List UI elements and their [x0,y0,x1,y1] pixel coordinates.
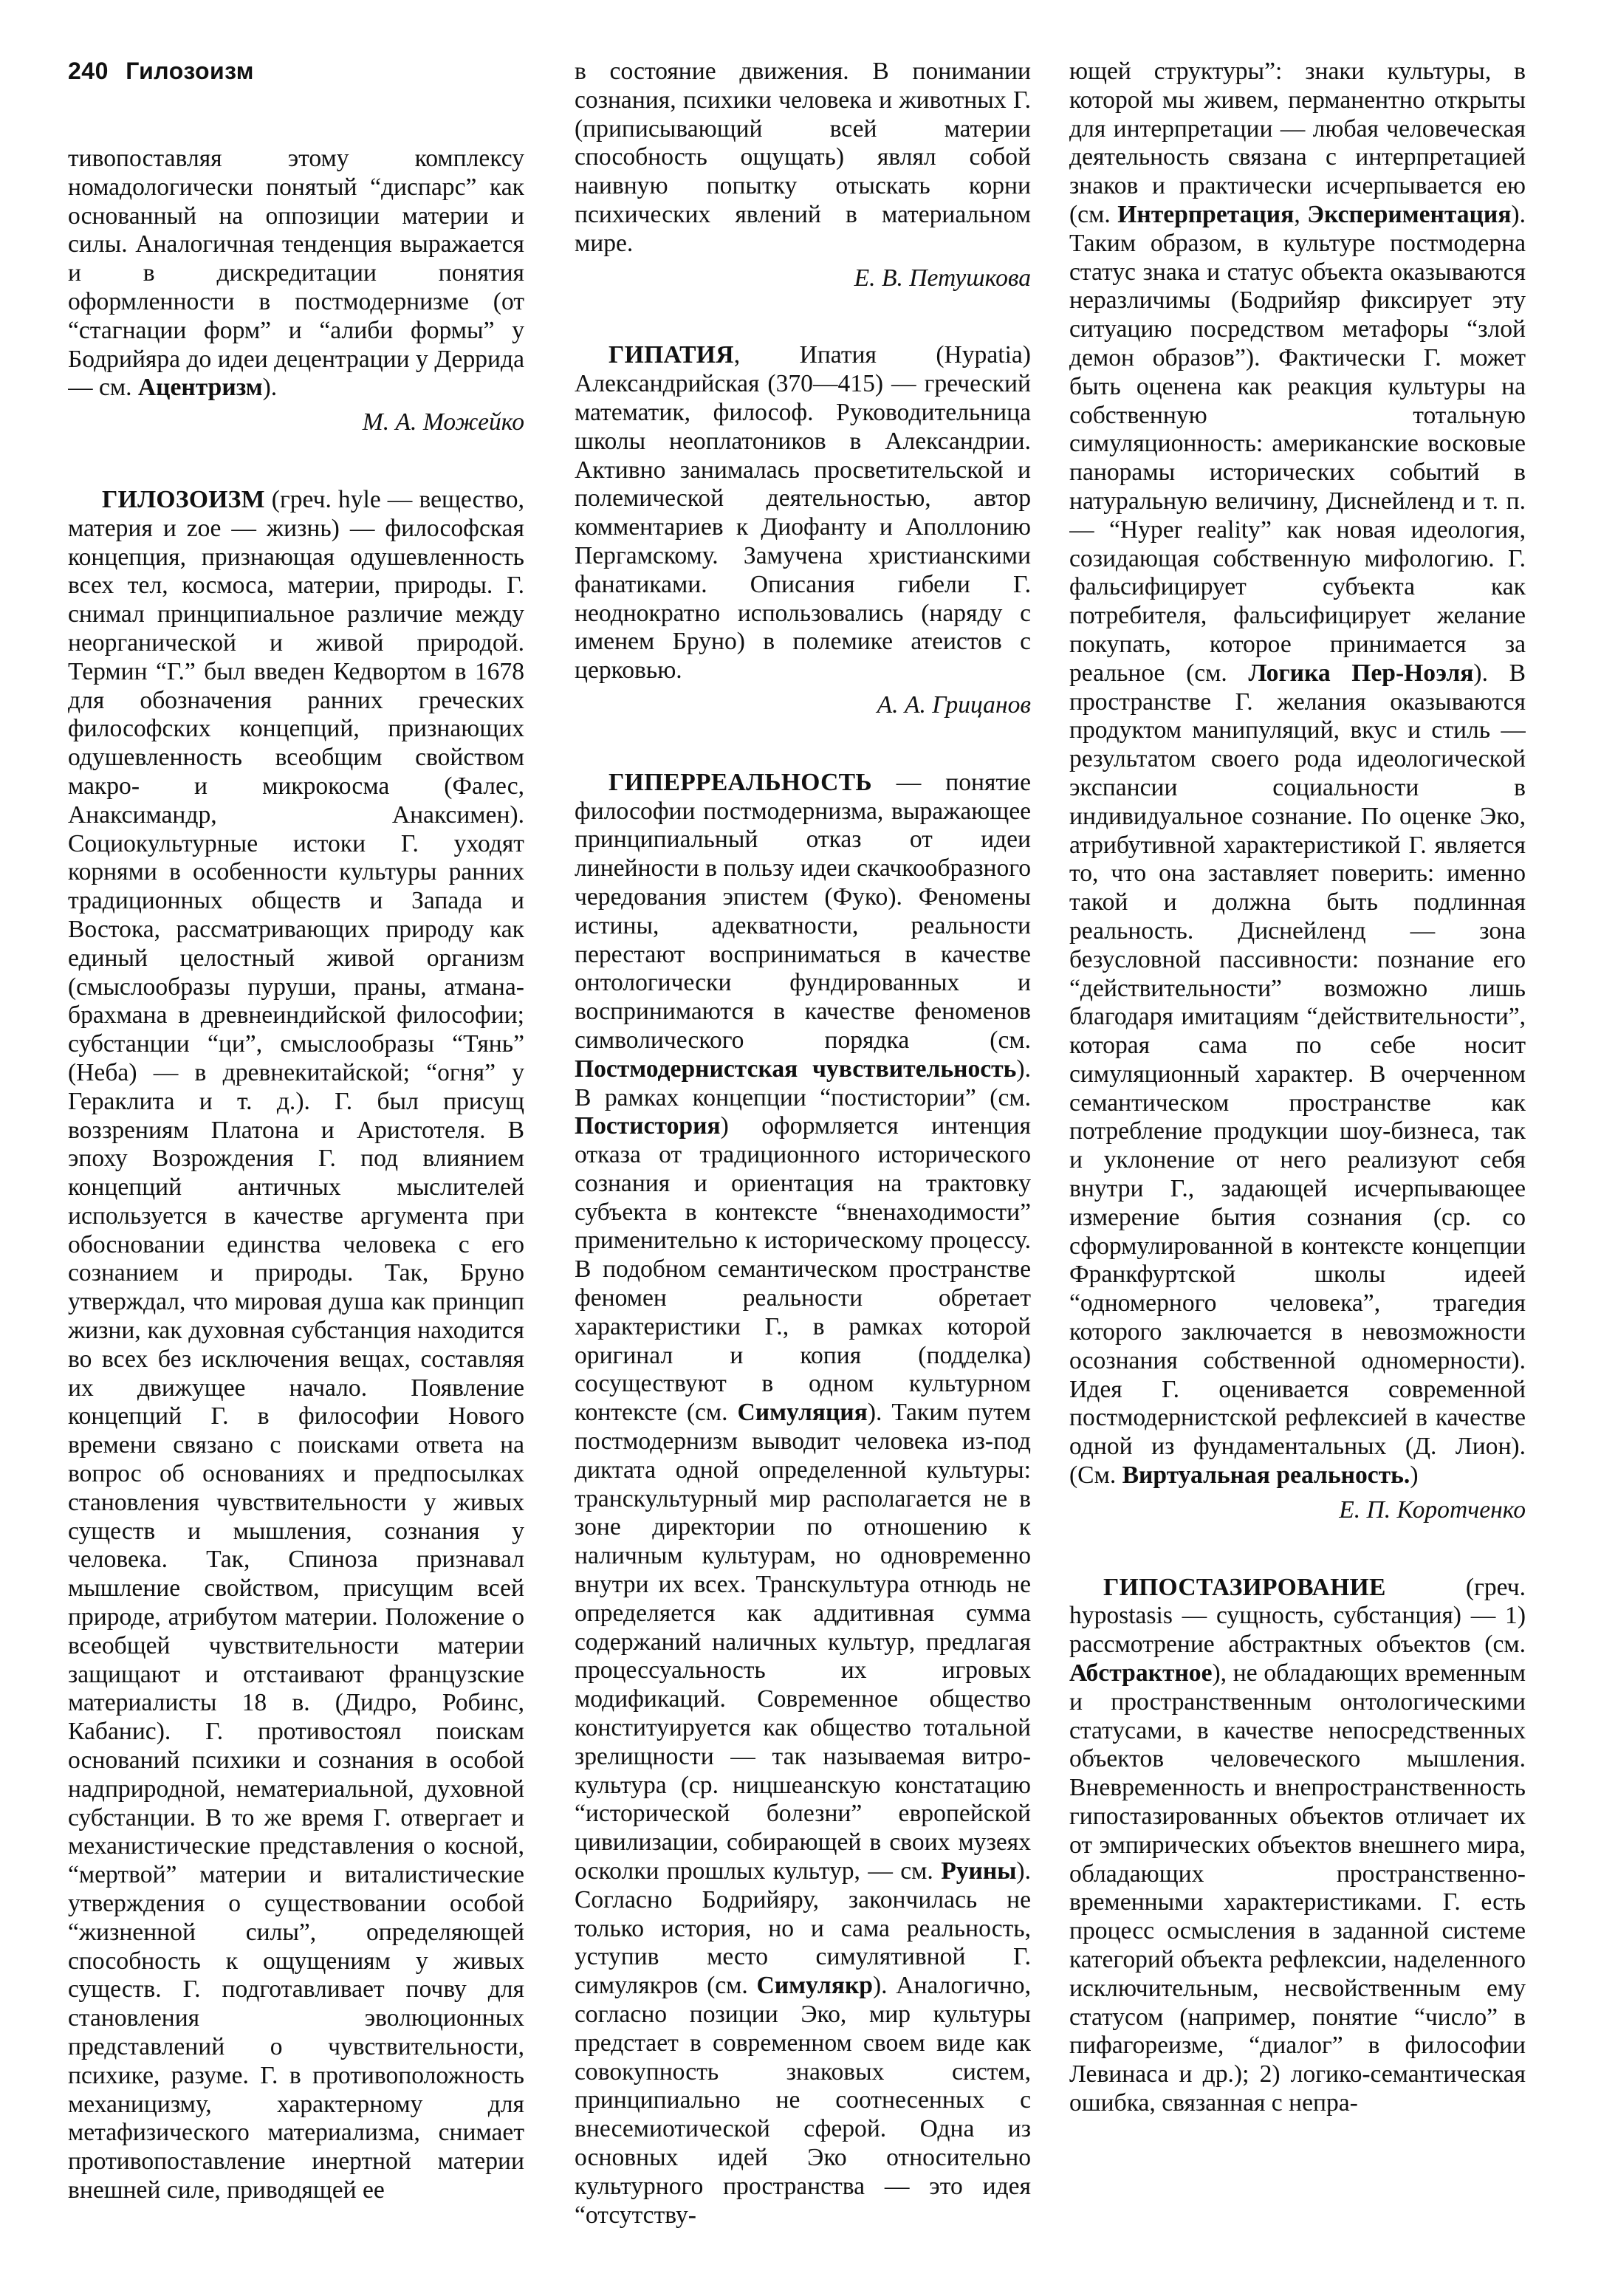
cross-reference: Абстрактное [1069,1659,1213,1687]
entry-text: — понятие философии постмодернизма, выражающее принципиальный отказ от идеи линейности в пользу идеи скачкообразного чередования эпистем (Фуко). Феномены истины, адекватности, реальности перестают восприниматься в качестве онтологически фундированных и воспринимаются в качестве феноменов символического порядка (см. [575,768,1031,1054]
cross-reference: Экспериментация [1307,200,1512,228]
continuation-paragraph [68,145,524,402]
entry-headword: ГИПАТИЯ [608,341,734,369]
page-number: 240 [68,58,109,84]
entry-text: ), не обладающих временным и пространственным онтологическими статусами, в качестве непосредственных объектов человеческого мышления. Вневременность и внепространственность гипостазированных объектов отличает их от эмпирических объектов внешнего мира, обладающих пространственно-временными характеристиками. Г. есть процесс осмысления в заданной системе категорий объекта рефлексии, наделенного исключительным, несвойственным ему статусом (например, понятие “число” в пифагореизме, “диалог” в философии Левинаса и др.); 2) логико-семантическая ошибка, связанная с непра- [1069,1659,1526,2117]
entry-gilozoizm [68,486,524,2205]
article-author: М. А. Можейко [362,408,524,436]
entry-text: ). В рамках концепции “постистории” (см. [575,1055,1031,1111]
entry-headword: ГИПЕРРЕАЛЬНОСТЬ [608,768,872,796]
article-author: Е. П. Коротченко [1339,1495,1526,1524]
column-3 [1069,58,1526,2273]
entry-gipatiya [575,341,1031,685]
cross-reference: Постмодернистская чувствительность [575,1055,1017,1083]
entry-text: ). Согласно Бодрийяру, закончилась не только история, но и сама реальность, уступив место симулятивной Г. симулякров (см. [575,1857,1031,2000]
entry-text: ). Аналогично, согласно позиции Эко, мир культуры предстает в современном своем виде как совокупность знаковых систем, принципиально не соотнесенных с внесемиотической сферой. Одна из основных идей Эко относительно культурного пространства — это идея “отсутству- [575,1972,1031,2229]
cross-reference: Виртуальная реальность. [1122,1461,1410,1490]
cross-reference: Ацентризм [137,374,263,402]
entry-text: , [1294,200,1308,228]
entry-text: ). Таким путем постмодернизм выводит человека из-под диктата одной определенной культуры: транскультурный мир располагается не в зоне директории по отношению к наличным культурам, но одновременно внутри их всех. Транскультура отнюдь не определяется как аддитивная сумма содержаний наличных культур, предлагая процессуальность их игровых модификаций. Современное общество конституируется как общество тотальной зрелищности — так называемая витро-культура (ср. ницшеанскую констатацию “исторической болезни” европейской цивилизации, собирающей в своих музеях осколки прошлых культур, — см. [575,1399,1031,1885]
cross-reference: Интерпретация [1117,200,1295,228]
entry-text: , Ипатия (Hypatia) Александрийская (370—415) — греческий математик, философ. Руководительница школы неоплатоников в Александрии. Активно занималась просветительской и полемической деятельностью, автор комментариев к Диофанту и Аполлонию Пергамскому. Замучена христианскими фанатиками. Описания гибели Г. неоднократно использовались (наряду с именем Бруно) в полемике атеистов с церковью. [575,341,1031,685]
entry-headword: ГИПОСТАЗИРОВАНИЕ [1103,1573,1386,1601]
paragraph-text: ). [262,374,278,402]
entry-text: ) оформляется интенция отказа от традиционного исторического сознания и ориентация на трактовку субъекта в контексте “вненаходимости” применительно к историческому процессу. В подобном семантическом пространстве феномен реальности обретает характеристики Г., в рамках которой оригинал и копия (подделка) сосуществуют в одном культурном контексте (см. [575,1112,1031,1427]
cross-reference: Постистория [575,1112,721,1140]
entry-text: ) [1410,1461,1419,1490]
cross-reference: Руины [941,1857,1017,1885]
article-author: А. А. Грицанов [877,690,1031,719]
cross-reference: Симуляция [737,1399,868,1427]
column-2 [575,58,1031,2273]
paragraph-text: тивопоставляя этому комплексу номадологически понятый “диспарс” как основанный на оппозиции материи и силы. Аналогичная тенденция выражается и в дискредитации понятия оформленности в постмодернизме (от “стагнации форм” и “алиби формы” у Бодрийяра до идеи децентрации у Деррида — см. [68,145,524,402]
column-1 [68,145,524,2264]
cross-reference: Логика Пер-Ноэля [1248,659,1474,687]
entry-giperrealnost [575,769,1031,2230]
entry-text: (греч. hypostasis — сущность, субстанция) — 1) рассмотрение абстрактных объектов (см. [1069,1573,1526,1659]
entry-text: ). Таким образом, в культуре постмодерна статус знака и статус объекта оказываются неразличимы (Бодрийяр фиксирует эту ситуацию посредством метафоры “злой демон образов”). Фактически Г. может быть оценена как реакция культуры на собственную тотальную симуляционность: американские восковые панорамы исторических событий в натуральную величину, Диснейленд и т. п. — “Hyper reality” как новая идеология, созидающая собственную мифологию. Г. фальсифицирует субъекта как потребителя, фальсифицирует желание покупать, которое принимается за реальное (см. [1069,200,1526,687]
entry-headword: ГИЛОЗОИЗМ [102,485,265,513]
entry-gipostazirovanie [1069,1574,1526,2118]
article-author: Е. В. Петушкова [854,264,1031,292]
entry-text: ). В пространстве Г. желания оказываются продуктом манипуляций, вкус и стиль — результатом своего рода идеологической экспансии социальности в индивидуальное сознание. По оценке Эко, атрибутивной характеристикой Г. является то, что она заставляет поверить: именно такой и должна быть подлинная реальность. Диснейленд — зона безусловной пассивности: познание его “действительности” возможно лишь благодаря имитациям “действительности”, которая сама по себе носит симуляционный характер. В очерченном семантическом пространстве как потребление продукции шоу-бизнеса, так и уклонение от него реализуют себя внутри Г., задающей исчерпывающее измерение бытия сознания (ср. со сформулированной в контексте концепции Франкфуртской школы идеей “одномерного человека”, трагедия которого заключается в невозможности осознания собственной одномерности). Идея Г. оценивается современной постмодернистской рефлексией в качестве одной из фундаментальных (Д. Лион). (См. [1069,659,1526,1490]
cross-reference: Симулякр [756,1972,873,2000]
continuation-paragraph [1069,58,1526,1490]
page-header [68,58,254,85]
continuation-paragraph: в состояние движения. В понимании сознания, психики человека и животных Г. (приписывающий всей материи способность ощущать) являл собой наивную попытку отыскать корни психических явлений в материальном мире. [575,58,1031,257]
entry-text: (греч. hyle — вещество, материя и zoe — жизнь) — философская концепция, признающая одушевленность всех тел, космоса, материи, природы. Г. снимал принципиальное различие между неорганической и живой природой. Термин “Г.” был введен Кедвортом в 1678 для обозначения ранних греческих философских концепций, признающих одушевленность всеобщим свойством макро- и микрокосма (Фалес, Анаксимандр, Анаксимен). Социокультурные истоки Г. уходят корнями в особенности культуры ранних традиционных обществ и Запада и Востока, рассматривающих природу как единый целостный живой организм (смыслообразы пуруши, праны, атмана-брахмана в древнеиндийской философии; субстанции “ци”, смыслообразы “Тянь” (Неба) — в древнекитайской; “огня” у Гераклита и т. д.). Г. был присущ воззрениям Платона и Аристотеля. В эпоху Возрождения Г. под влиянием концепций античных мыслителей используется в качестве аргумента при обосновании единства человека с его сознанием и природы. Так, Бруно утверждал, что мировая душа как принцип жизни, как духовная субстанция находится во всех без исключения вещах, составляя их движущее начало. Появление концепций Г. в философии Нового времени связано с поисками ответа на вопрос об основаниях и предпосылках становления чувствительности у живых существ и мышления, сознания у человека. Так, Спиноза признавал мышление свойством, присущим всей природе, атрибутом материи. Положение о всеобщей чувствительности материи защищают и отстаивают французские материалисты 18 в. (Дидро, Робинс, Кабанис). Г. противостоял поискам оснований психики и сознания в особой надприродной, нематериальной, духовной субстанции. В то же время Г. отвергает и механистические представления о косной, “мертвой” материи и виталистические утверждения о существовании особой “жизненной силы”, определяющей способность к ощущениям у живых существ. Г. подготавливает почву для становления эволюционных представлений о чувствительности, психике, разуме. Г. в противоположность механицизму, характерному для метафизического материализма, снимает противопоставление инертной материи внешней силе, приводящей ее [68,485,524,2204]
entry-text: ющей структуры”: знаки культуры, в которой мы живем, перманентно открыты для интерпретации — любая человеческая деятельность связана с интерпретацией знаков и практически исчерпывается ею (см. [1069,58,1526,228]
running-title: Гилозоизм [126,58,254,84]
